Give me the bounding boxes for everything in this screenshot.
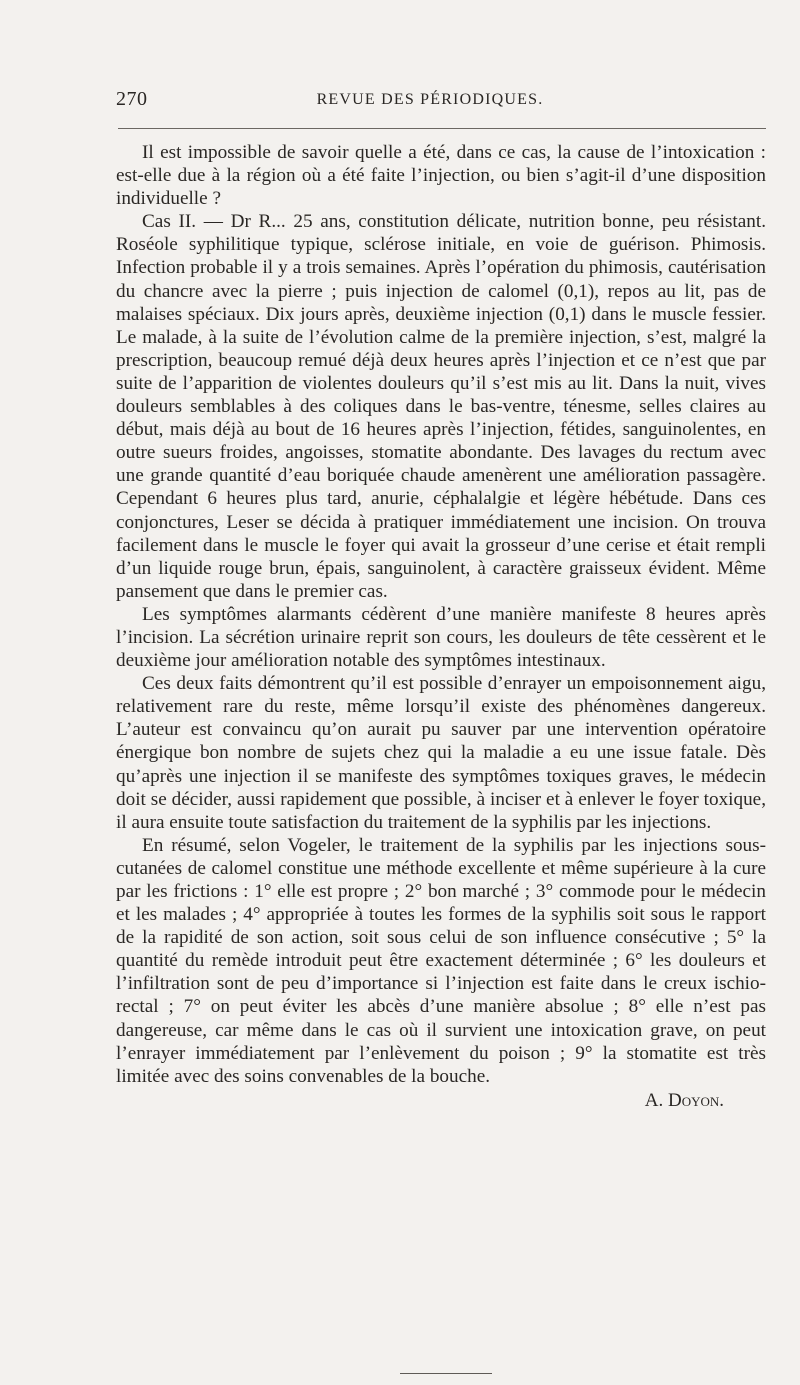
paragraph: En résumé, selon Vogeler, le traitement de la syphilis par les injections sous-cutanées de calomel constitue une méthode excellente et même supérieure à la cure par les frictions : 1° elle est propre ; 2° bon marché ; 3° commode pour le médecin et les malades ; 4° appropriée à toutes les formes de la syphilis soit sous le rapport de la rapidité de son action, soit sous celui de son influence consécutive ; 5° la quantité du remède introduit peut être exactement déterminée ; 6° les douleurs et l’infiltration sont de peu d’importance si l’injection est faite dans le creux ischio-rectal ; 7° on peut éviter les abcès d’une manière absolue ; 8° elle n’est pas dangereuse, car même dans le cas où il survient une intoxication grave, on peut l’enrayer immédiatement par l’enlèvement du poison ; 9° la stomatite est très limitée avec des soins convenables de la bouche.	[116, 834, 766, 1087]
author-signature: A. Doyon.	[644, 1089, 724, 1111]
paragraph: Il est impossible de savoir quelle a été, dans ce cas, la cause de l’intoxication : est-elle due à la région où a été faite l’injection, ou bien s’agit-il d’une disposition individuelle ?	[116, 142, 766, 210]
article-body	[116, 141, 766, 1112]
header-rule	[118, 128, 766, 129]
end-rule	[400, 1373, 492, 1374]
paragraph: Ces deux faits démontrent qu’il est possible d’enrayer un empoisonnement aigu, relativement rare du reste, même lorsqu’il existe des phénomènes dangereux. L’auteur est convaincu qu’on aurait pu sauver par une intervention opératoire énergique bon nombre de sujets chez qui la maladie a eu une issue fatale. Dès qu’après une injection il se manifeste des symptômes toxiques graves, le médecin doit se décider, aussi rapidement que possible, à inciser et à enlever le foyer toxique, il aura ensuite toute satisfaction du traitement de la syphilis par les injections.	[116, 673, 766, 833]
running-head: REVUE DES PÉRIODIQUES.	[316, 91, 544, 108]
paragraph: Les symptômes alarmants cédèrent d’une manière manifeste 8 heures après l’incision. La sécrétion urinaire reprit son cours, les douleurs de tête cessèrent et le deuxième jour amélioration notable des symptômes intestinaux.	[116, 603, 766, 672]
page-number: 270	[116, 88, 148, 110]
paragraph: Cas II. — Dr R... 25 ans, constitution délicate, nutrition bonne, peu résistant. Roséole syphilitique typique, sclérose initiale, en voie de guérison. Phimosis. Infection probable il y a trois semaines. Après l’opération du phimosis, cautérisation du chancre avec la pierre ; puis injection de calomel (0,1), repos au lit, pas de malaises spéciaux. Dix jours après, deuxième injection (0,1) dans le muscle fessier. Le malade, à la suite de l’évolution calme de la première injection, s’est, malgré la prescription, beaucoup remué déjà deux heures après l’injection et ce n’est que par suite de l’apparition de violentes douleurs qu’il s’est mis au lit. Dans la nuit, vives douleurs semblables à des coliques dans le bas-ventre, ténesme, selles claires au début, mais déjà au bout de 16 heures après l’injection, fétides, sanguinolentes, en outre sueurs froides, angoisses, stomatite abondante. Des lavages du rectum avec une grande quantité d’eau boriquée chaude amenèrent une amélioration passagère. Cependant 6 heures plus tard, anurie, céphalalgie et légère hébétude. Dans ces conjonctures, Leser se décida à pratiquer immédiatement une incision. On trouva facilement dans le muscle le foyer qui avait la grosseur d’une cerise et était rempli d’un liquide rouge brun, épais, sanguinolent, à caractère graisseux évident. Même pansement que dans le premier cas.	[116, 211, 766, 602]
